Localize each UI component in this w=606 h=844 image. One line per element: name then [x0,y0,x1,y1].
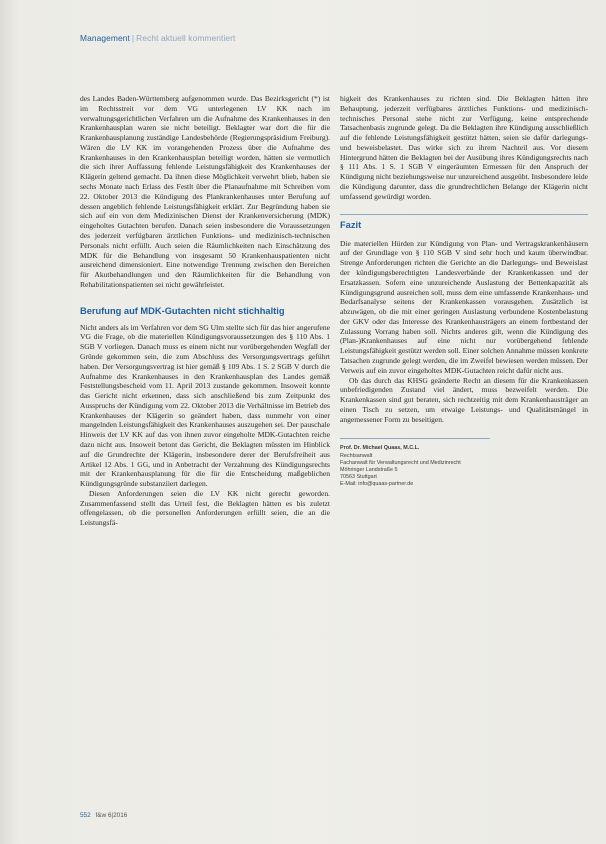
magazine-issue: f&w 6|2016 [95,812,128,819]
page-footer [80,812,127,819]
body-paragraph: des Landes Baden-Württemberg aufgenommen wurde. Das Bezirksgericht (*) ist im Rechtsstreit vor dem VG unterlegenen LV KK nach im verwaltungsgerichtlichen Verfahren um die Aufnahme des Krankenhauses in den Krankenhausplan waren sie nicht beteiligt. Beklagter war dort die für die Krankenhausplanung zuständige Landesbehörde (Regierungspräsidium Freiburg). Wären die LV KK im vorangehenden Prozess über die Aufnahme des Krankenhauses in den Krankenhausplan beteiligt worden, hätten sie vermutlich die sich ihrer Auffassung fehlende Leistungsfähigkeit des Krankenhauses der Klägerin geltend gemacht. Da ihnen diese Möglichkeit verwehrt blieb, haben sie sechs Monate nach Erlass des Festlt über die Planaufnahme mit Schreiben vom 22. Oktober 2013 die Kündigung des Plankrankenhauses unter Berufung auf dessen angeblich fehlende Leistungsfähigkeit erklärt. Zur Begründung haben sie sich auf ein von dem Medizinischen Dienst der Krankenversicherung (MDK) eingeholtes Gutachten berufen. Danach seien insbesondere die Voraussetzungen des jederzeit verfügbaren ärztlichen Funktions- und medizinisch-technischen Personals nicht erfüllt. Auch seien die Räumlichkeiten nach Einschätzung des MDK für die Behandlung von insgesamt 50 Krankenhauspatienten nicht ausreichend dimensioniert. Eine notwendige Trennung zwischen den Bereichen für Akutbehandlungen und den Räumlichkeiten für die Behandlung von Rehabilitationspatienten sei nicht gewährleistet. [80,94,330,289]
right-column [340,94,588,489]
body-paragraph: Diesen Anforderungen seien die LV KK nicht gerecht geworden. Zusammenfassend stellt das Urteil fest, die Beklagten hätten es bis zuletzt offengelassen, ob die personellen Anforderungen erfüllt seien, die an die Leistungsfä- [80,488,330,528]
author-email[interactable]: E-Mail: info@quaas-partner.de [340,481,414,488]
section-separator: | [131,33,135,43]
author-role: Rechtsanwalt [340,452,373,459]
fazit-heading: Fazit [340,219,362,230]
author-box [340,438,490,488]
section-header [80,33,236,43]
left-column [80,94,330,528]
section-title: Management [80,33,130,43]
body-paragraph: Ob das durch das KHSG geänderte Recht an diesem für die Krankenkassen unbefriedigenden Zustand viel ändert, muss bezweifelt werden. Die Krankenkassen sind gut beraten, sich rechtzeitig mit dem Krankenhausträger an einen Tisch zu setzen, um etwaige Leistungs- und Qualitätsmängel in angemessener Form zu beseitigen. [340,375,588,424]
section-subtitle: Recht aktuell kommentiert [136,33,236,43]
body-paragraph: Die materiellen Hürden zur Kündigung von Plan- und Vertragskrankenhäusern auf der Grundlage von § 110 SGB V sind sehr hoch und kaum überwindbar. Strenge Anforderungen richten die Gerichte an die Darlegungs- und Beweislast der kündigungsberechtigten Landesverbände der Krankenkassen und der Ersatzkassen. Sofern eine unzureichende Auslastung der Bettenkapazität als Kündigungsgrund ausreichen soll, muss dem eine umfassende Krankenhaus- und Bedarfsanalyse seitens der Krankenkassen vorausgehen. Zusätzlich ist abzuwägen, ob die mit einer geringen Auslastung verbundene Kostenbelastung der GKV oder das Interesse des Krankenhausträgers an einem fortbestand der Zulassung Vorrang haben soll. Nichts anderes gilt, wenn die Kündigung des (Plan-)Krankenhauses auf eine nicht nur vorübergehend fehlende Leistungsfähigkeit gestützt werden soll. Einer solchen Annahme müssen konkrete Tatsachen zugrunde gelegt werden, die im Zweifel bewiesen werden müssen. Der Verweis auf ein zuvor eingeholtes MDK-Gutachten reicht dafür nicht aus. [340,238,588,375]
page-number: 552 [80,812,91,819]
body-paragraph: higkeit des Krankenhauses zu richten sind. Die Beklagten hätten ihre Behauptung, jederzeit verfügbares ärztliches Funktions- und medizinisch-technisches Personal stehe nicht zur Verfügung, keine entsprechende Tatsachenbasis zugrunde gelegt. Da die Beklagten ihre Kündigung ausschließlich auf die fehlende Leistungsfähigkeit gestützt hätten, seien sie dafür darlegungs- und beweisbelastet. Das wirke sich zu ihrem Nachteil aus. Vor diesem Hintergrund hätten die Beklagten bei der Ausübung ihres Kündigungsrechts nach § 111 Abs. 1 S. 1 SGB V eingeräumten Ermessen für den Anspruch der Kündigung nicht beziehungsweise nur unzureichend ausgeübt. Insbesondere leide die Kündigung darunter, dass die grundrechtlichen Belange der Klägerin nicht umfassend gewürdigt worden. [340,94,588,201]
author-firm: Fachanwalt für Verwaltungsrecht und Medizinrecht [340,459,461,466]
section-divider [340,214,588,215]
author-address-city: 70563 Stuttgart [340,474,377,481]
body-paragraph: Nicht anders als im Verfahren vor dem SG Ulm stellte sich für das hier angerufene VG die Frage, ob die materiellen Kündigungsvoraussetzungen des § 110 Abs. 1 SGB V vorliegen. Danach muss es einem nicht nur vorübergehenden Wegfall der Gründe gekommen sein, die zum Abschluss des Versorgungsvertrags geführt haben. Der Versorgungsvertrag ist hier gemäß § 109 Abs. 1 S. 2 SGB V durch die Aufnahme des Krankenhauses in den Krankenhausplan des Landes gemäß Feststellungsbescheid vom 11. April 2013 zustande gekommen. Insoweit konnte das Gericht nicht erkennen, dass sich anschließend bis zum Zeitpunkt des Ausspruchs der Kündigung vom 22. Oktober 2013 die Verhältnisse im Betrieb des Krankenhauses der Klägerin so geändert haben, dass nunmehr von einer mangelnden Leistungsfähigkeit des Krankenhauses auszugehen sei. Der pauschale Hinweis der LV KK auf das von ihnen zuvor eingeholte MDK-Gutachten reiche dazu nicht aus. Insoweit betont das Gericht, die Beklagten müssten im Hinblick auf die Grundrechte der Klägerin, insbesondere derer der Berufsfreiheit aus Artikel 12 Abs. 1 GG, und in Anbetracht der Verzahnung des Kündigungsrechts mit der Krankenhausplanung für die für die Entscheidung maßgeblichen Kündigungsgründe substanziiert darlegen. [80,322,330,489]
author-address-street: Möhringer Landstraße 5 [340,467,398,474]
subheading: Berufung auf MDK-Gutachten nicht stichhaltig [80,305,285,316]
author-name: Prof. Dr. Michael Quaas, M.C.L. [340,445,420,452]
